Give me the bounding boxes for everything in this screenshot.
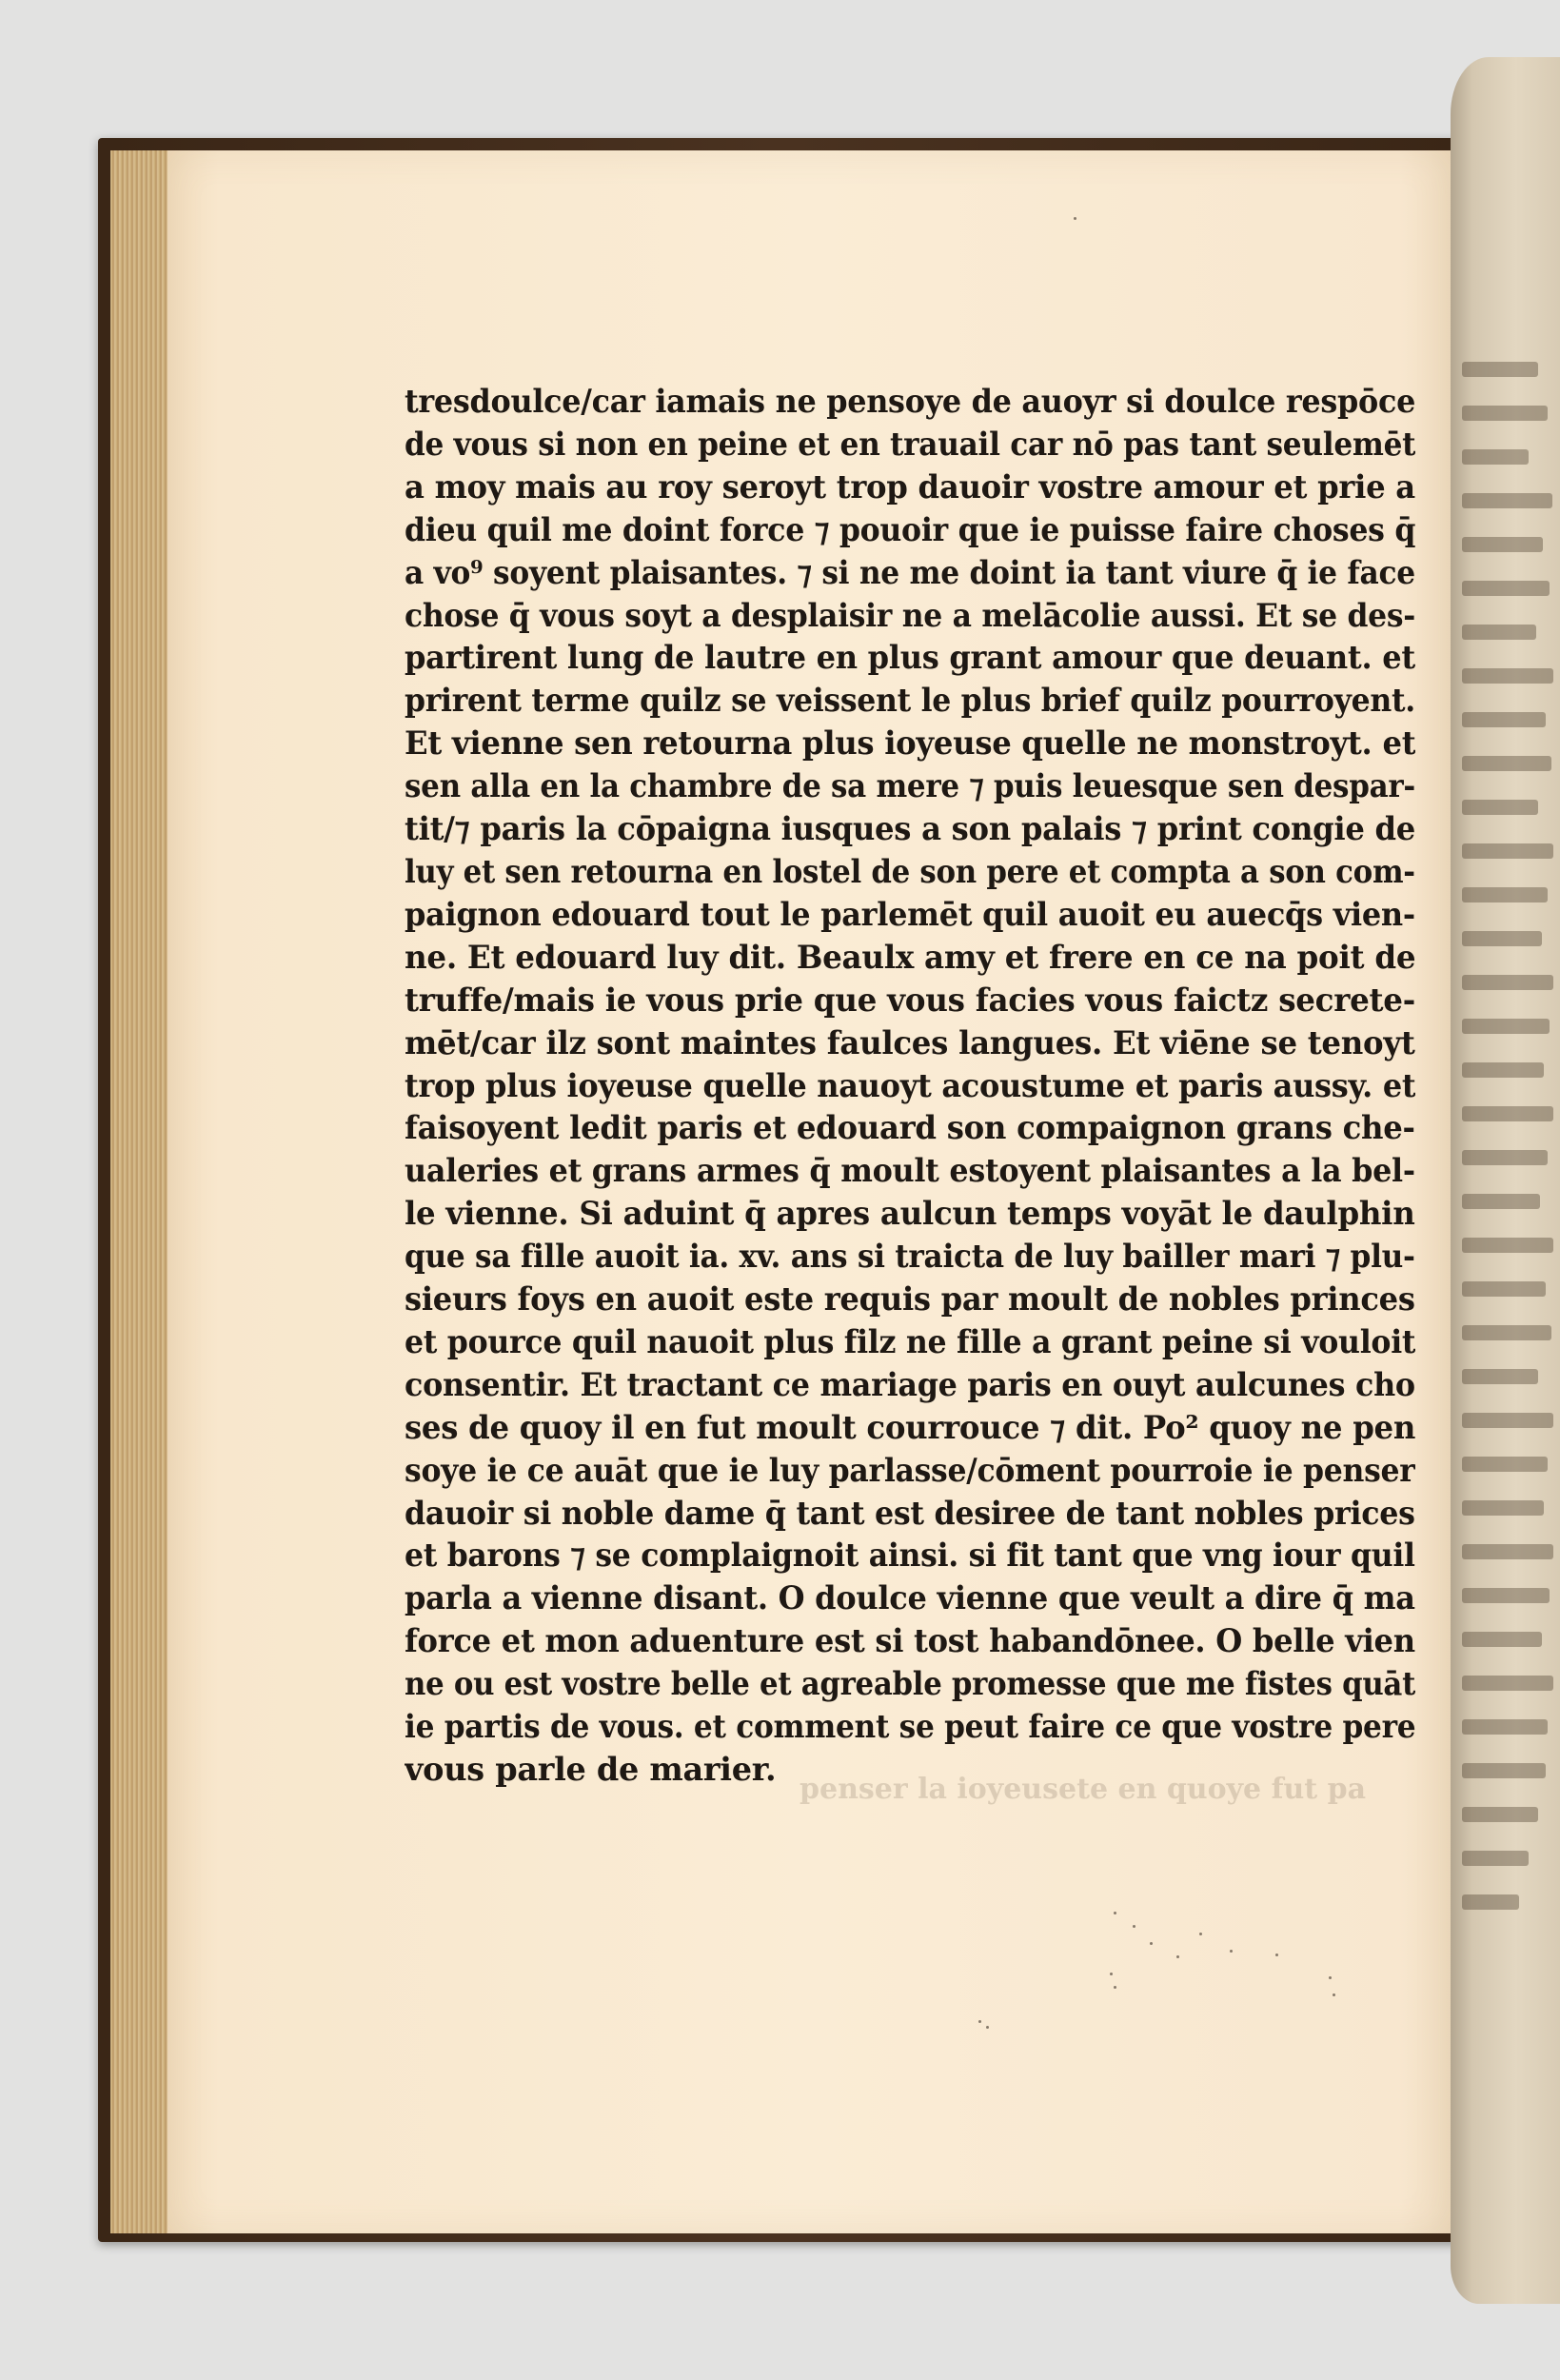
text-line: dauoir si noble dame q̄ tant est desiree de tant nobles prices bbox=[405, 1494, 1415, 1532]
facing-page bbox=[1451, 57, 1560, 2304]
text-line: faisoyent ledit paris et edouard son compaignon grans che- bbox=[405, 1109, 1415, 1147]
text-line: dieu quil me doint force ⁊ pouoir que ie puisse faire choses q̄ bbox=[405, 510, 1415, 548]
text-line: paignon edouard tout le parlemēt quil auoit eu auecq̄s vien- bbox=[405, 895, 1415, 933]
text-line: parla a vienne disant. O doulce vienne que veult a dire q̄ ma bbox=[405, 1579, 1415, 1617]
text-line: a vo⁹ soyent plaisantes. ⁊ si ne me doint ia tant viure q̄ ie face bbox=[405, 553, 1415, 591]
text-line: que sa fille auoit ia. xv. ans si traicta de luy bailler mari ⁊ plu- bbox=[405, 1238, 1415, 1276]
text-line: ie partis de vous. et comment se peut faire ce que vostre pere bbox=[405, 1708, 1415, 1746]
text-line: le vienne. Si aduint q̄ apres aulcun temps voyāt le daulphin bbox=[405, 1195, 1415, 1233]
text-line: tit/⁊ paris la cōpaigna iusques a son palais ⁊ print congie de bbox=[405, 810, 1415, 848]
text-line: trop plus ioyeuse quelle nauoyt acoustume et paris aussy. et bbox=[405, 1066, 1415, 1104]
text-line: force et mon aduenture est si tost habandōnee. O belle vien bbox=[405, 1622, 1415, 1660]
text-line: sieurs foys en auoit este requis par moult de nobles princes bbox=[405, 1280, 1415, 1319]
text-line: mēt/car ilz sont maintes faulces langues. Et viēne se tenoyt bbox=[405, 1023, 1415, 1061]
page-text bbox=[405, 381, 1415, 1792]
show-through-text: penser la ioyeusete en quoye fut pa bbox=[800, 1773, 1367, 1806]
text-line: ses de quoy il en fut moult courrouce ⁊ dit. Po² quoy ne pen bbox=[405, 1408, 1415, 1446]
text-line: chose q̄ vous soyt a desplaisir ne a melācolie aussi. Et se des- bbox=[405, 596, 1415, 634]
text-line: ne. Et edouard luy dit. Beaulx amy et frere en ce na poit de bbox=[405, 938, 1415, 976]
text-line: a moy mais au roy seroyt trop dauoir vostre amour et prie a bbox=[405, 467, 1415, 506]
text-line: et barons ⁊ se complaignoit ainsi. si fit tant que vng iour quil bbox=[405, 1537, 1415, 1575]
text-line: consentir. Et tractant ce mariage paris en ouyt aulcunes cho bbox=[405, 1365, 1415, 1403]
text-line: tresdoulce/car iamais ne pensoye de auoyr si doulce respōce bbox=[405, 383, 1415, 420]
text-line: ne ou est vostre belle et agreable promesse que me fistes quāt bbox=[405, 1665, 1415, 1703]
text-line: prirent terme quilz se veissent le plus brief quilz pourroyent. bbox=[405, 682, 1415, 720]
text-line: et pource quil nauoit plus filz ne fille a grant peine si vouloit bbox=[405, 1322, 1415, 1360]
page-edges bbox=[110, 150, 168, 2233]
text-line: luy et sen retourna en lostel de son pere et compta a son com- bbox=[405, 852, 1415, 890]
text-line: partirent lung de lautre en plus grant amour que deuant. et bbox=[405, 639, 1415, 677]
text-line: vous parle de marier. bbox=[405, 1751, 777, 1788]
text-line: ualeries et grans armes q̄ moult estoyent plaisantes a la bel- bbox=[405, 1152, 1415, 1190]
text-line: sen alla en la chambre de sa mere ⁊ puis leuesque sen despar- bbox=[405, 767, 1415, 805]
text-line: soye ie ce auāt que ie luy parlasse/cōment pourroie ie penser bbox=[405, 1451, 1415, 1489]
text-line: de vous si non en peine et en trauail car nō pas tant seulemēt bbox=[405, 425, 1415, 463]
text-line: Et vienne sen retourna plus ioyeuse quelle ne monstroyt. et bbox=[405, 724, 1415, 763]
text-line: truffe/mais ie vous prie que vous facies vous faictz secrete- bbox=[405, 981, 1415, 1019]
